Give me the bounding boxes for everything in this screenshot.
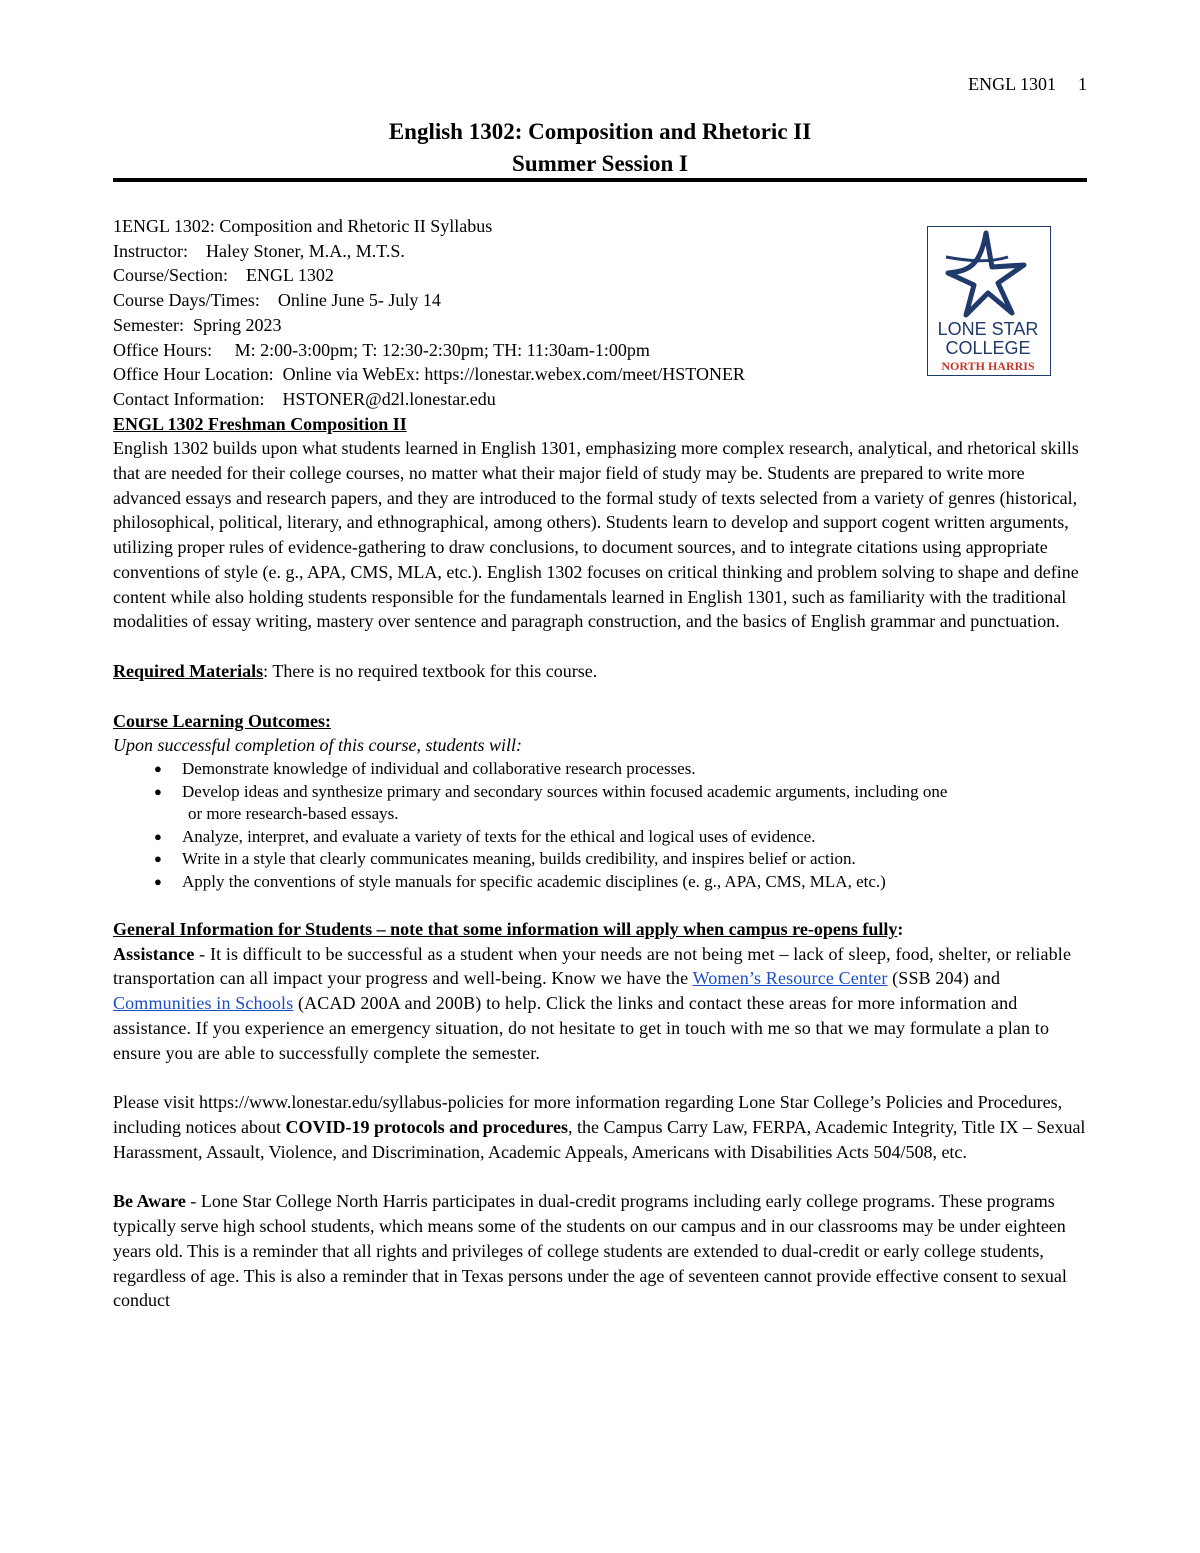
general-info-heading [113,917,1093,942]
assistance-text: (ACAD 200A and 200B) to help. Click the links and contact these areas for more information and assistance. If you experience an emergency situation, do not hesitate to get in touch with me so that we may formulate a plan to ensure you are able to successfully complete the semester. [113,993,1050,1063]
office-location-value: Online via WebEx: https://lonestar.webex.com/meet/HSTONER [282,364,745,385]
course-heading: ENGL 1302 Freshman Composition II [113,413,407,434]
section-label: Course/Section: [113,265,228,286]
office-location-label: Office Hour Location: [113,364,274,385]
materials-text: : There is no required textbook for this course. [263,660,598,681]
title-divider [113,178,1087,182]
outcome-continuation: or more research-based essays. [188,804,399,824]
outcome-text: Write in a style that clearly communicates meaning, builds credibility, and inspires belief or action. [182,849,856,869]
womens-resource-center-link[interactable]: Women’s Resource Center [692,968,888,989]
required-materials [113,659,1093,684]
office-hours-line [113,338,913,363]
contact-line [113,387,913,412]
list-item [113,781,1093,826]
logo-text-1: LONE STAR [937,319,1039,339]
communities-in-schools-link[interactable]: Communities in Schools [113,993,294,1014]
instructor-label: Instructor: [113,240,188,261]
assistance-label: Assistance [113,943,195,964]
outcome-text: Develop ideas and synthesize primary and secondary sources within focused academic arguments, including one [182,781,948,801]
office-location-line [113,362,913,387]
covid-protocols: COVID-19 protocols and procedures [285,1116,568,1137]
syllabus-title: 1ENGL 1302: Composition and Rhetoric II Syllabus [113,216,493,236]
course-description: English 1302 builds upon what students learned in English 1301, emphasizing more complex research, analytical, and rhetorical skills that are needed for their college courses, no matter what their major field of study may be. Students are prepared to write more advanced essays and research papers, and they are introduced to the formal study of texts selected from a variety of genres (historical, philosophical, political, literary, and ethnographical, among others). Students learn to develop and support cogent written arguments, utilizing proper rules of evidence-gathering to draw conclusions, to document sources, and to integrate citations using appropriate conventions of style (e. g., APA, CMS, MLA, etc.). English 1302 focuses on critical thinking and problem solving to shape and define content while also holding students responsible for the fundamentals learned in English 1301, such as familiarity with the traditional modalities of essay writing, mastery over sentence and paragraph construction, and the basics of English grammar and punctuation. [113,438,1079,632]
policies-text: Please visit https://www.lonestar.edu/syllabus-policies for more information regarding Lone Star College’s Policies and Procedures, including notices about [113,1092,1063,1137]
policies-text: , the Campus Carry Law, FERPA, Academic Integrity, Title IX – Sexual Harassment, Assault, Violence, and Discrimination, Academic Appeals, Americans with Disabilities Acts 504/508, etc. [113,1116,1086,1162]
days-label: Course Days/Times: [113,290,260,311]
general-heading-colon: : [897,919,904,940]
materials-heading: Required Materials [113,660,264,681]
semester-value: Spring 2023 [192,314,282,335]
days-value: Online June 5- July 14 [277,290,441,311]
section-value: ENGL 1302 [246,265,334,286]
course-info [113,214,913,412]
list-item [113,871,1093,894]
general-heading-text: General Information for Students – note that some information will apply when campus re-opens fully [113,919,898,940]
document-body [113,214,1093,1313]
running-title: ENGL 1301 [968,74,1056,94]
running-head [968,74,1087,95]
be-aware-text: - Lone Star College North Harris participates in dual-credit programs including early college programs. These programs typically serve high school students, which means some of the students on our campus and in our classrooms may be under eighteen years old. This is a reminder that all rights and privileges of college students are extended to dual-credit or early college students, regardless of age. This is also a reminder that in Texas persons under the age of seventeen cannot provide effective consent to sexual conduct [113,1191,1067,1311]
instructor-value: Haley Stoner, M.A., M.T.S. [205,240,405,261]
office-hours-value: M: 2:00-3:00pm; T: 12:30-2:30pm; TH: 11:30am-1:00pm [234,339,650,360]
logo-text-2: COLLEGE [945,338,1031,358]
assistance-text: (SSB 204) and [887,968,1001,989]
contact-value: HSTONER@d2l.lonestar.edu [282,388,496,409]
list-item [113,758,1093,781]
document-title [113,116,1087,180]
section-line [113,263,913,288]
be-aware-paragraph [113,1189,1093,1313]
days-line [113,288,913,313]
assistance-paragraph [113,942,1093,1066]
contact-label: Contact Information: [113,388,265,409]
instructor-line [113,239,913,264]
title-line-2: Summer Session I [512,151,688,176]
outcome-text: Apply the conventions of style manuals for specific academic disciplines (e. g., APA, CMS, MLA, etc.) [182,871,886,891]
semester-label: Semester: [113,314,184,335]
outcome-text: Analyze, interpret, and evaluate a variety of texts for the ethical and logical uses of evidence. [182,826,816,846]
list-item [113,848,1093,871]
office-hours-label: Office Hours: [113,339,213,360]
outcomes-heading: Course Learning Outcomes: [113,710,331,731]
policies-paragraph [113,1090,1093,1164]
be-aware-label: Be Aware [113,1191,186,1212]
title-line-1: English 1302: Composition and Rhetoric II [388,119,812,144]
outcome-text: Demonstrate knowledge of individual and collaborative research processes. [182,759,696,779]
outcomes-intro: Upon successful completion of this course, students will: [113,735,522,756]
assistance-text: - It is difficult to be successful as a student when your needs are not being met – lack of sleep, food, shelter, or reliable transportation can all impact your progress and well-being. Know we have the [113,943,1072,989]
logo-text-3: NORTH HARRIS [941,359,1035,373]
page-number: 1 [1078,74,1087,94]
outcomes-list [113,758,1093,893]
list-item [113,826,1093,849]
semester-line [113,313,913,338]
